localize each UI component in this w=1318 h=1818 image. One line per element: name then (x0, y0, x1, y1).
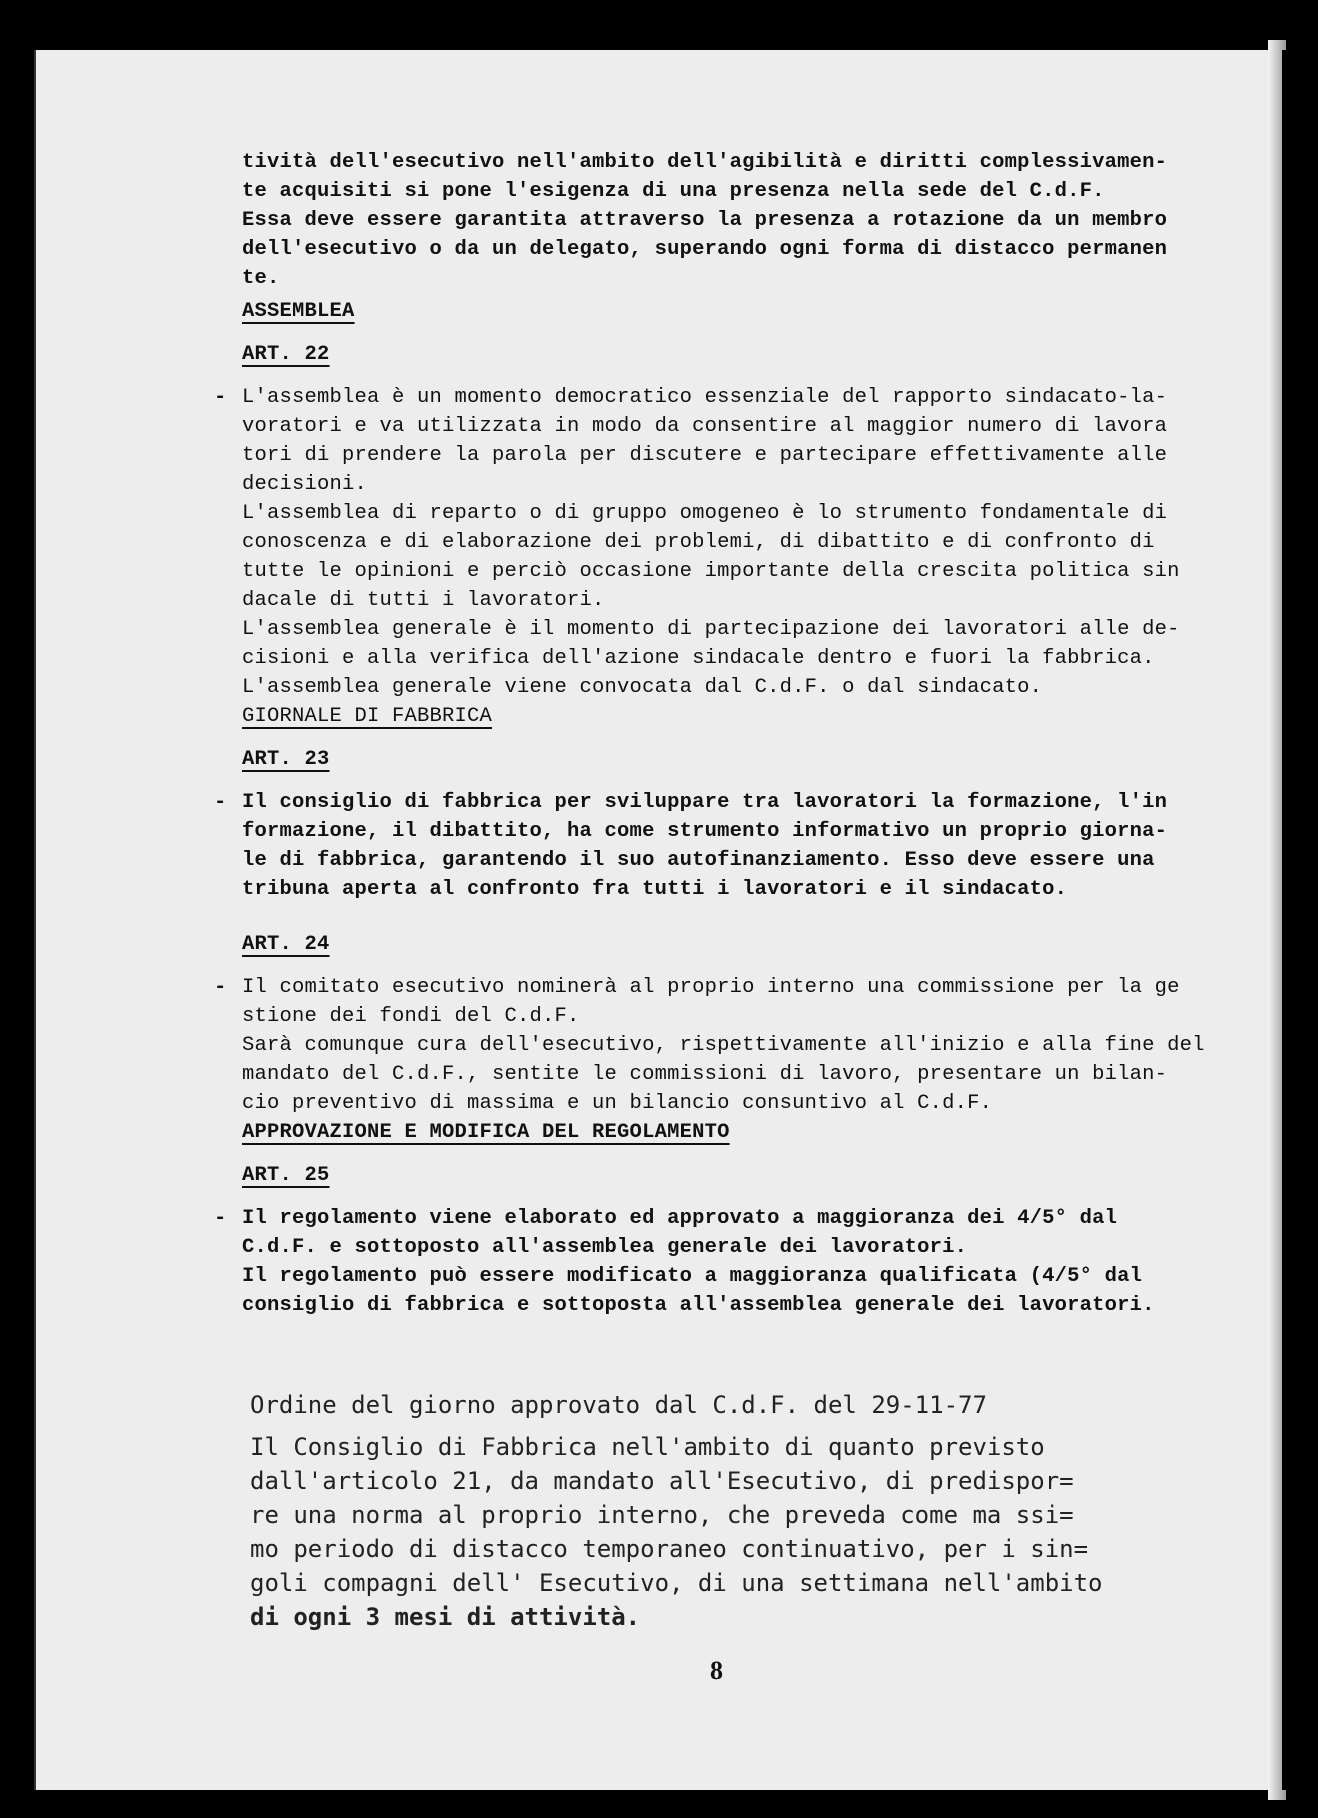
ordine-line: Il Consiglio di Fabbrica nell'ambito di quanto previsto (250, 1433, 1045, 1461)
intro-line: Essa deve essere garantita attraverso la presenza a rotazione da un membro (242, 209, 1168, 232)
article-line: L'assemblea è un momento democratico essenziale del rapporto sindacato-la- (242, 386, 1168, 409)
article-line: C.d.F. e sottoposto all'assemblea generale dei lavoratori. (242, 1236, 968, 1259)
ordine-line: dall'articolo 21, da mandato all'Esecutivo, di predispor= (250, 1467, 1074, 1495)
article-line: le di fabbrica, garantendo il suo autofinanziamento. Esso deve essere una (242, 849, 1155, 872)
article-line: tribuna aperta al confronto fra tutti i lavoratori e il sindacato. (242, 878, 1068, 901)
article-line: L'assemblea di reparto o di gruppo omogeneo è lo strumento fondamentale di (242, 502, 1168, 525)
article-line: tori di prendere la parola per discutere e partecipare effettivamente alle (242, 444, 1168, 467)
intro-line: tività dell'esecutivo nell'ambito dell'agibilità e diritti complessivamen- (242, 151, 1168, 174)
article-line: formazione, il dibattito, ha come strumento informativo un proprio giorna- (242, 820, 1168, 843)
article-line: mandato del C.d.F., sentite le commissioni di lavoro, presentare un bilan- (242, 1063, 1168, 1086)
article-line: Il regolamento viene elaborato ed approvato a maggioranza dei 4/5° dal (242, 1207, 1118, 1230)
article-line: conoscenza e di elaborazione dei problemi, di dibattito e di confronto di (242, 531, 1155, 554)
intro-line: te acquisiti si pone l'esigenza di una presenza nella sede del C.d.F. (242, 180, 1105, 203)
article-line: voratori e va utilizzata in modo da consentire al maggior numero di lavora (242, 415, 1168, 438)
article-line: Il comitato esecutivo nominerà al proprio interno una commissione per la ge (242, 976, 1180, 999)
article-line: stione dei fondi del C.d.F. (242, 1005, 580, 1028)
ordine-del-giorno (250, 1388, 1230, 1634)
bullet-dash: - (214, 386, 227, 409)
page-number: 8 (710, 1656, 723, 1685)
article-line: tutte le opinioni e perciò occasione importante della crescita politica sin (242, 560, 1180, 583)
article-line: dacale di tutti i lavoratori. (242, 589, 605, 612)
document-body (214, 148, 1222, 1320)
section-heading-giornale: GIORNALE DI FABBRICA (242, 705, 493, 728)
scan-border (1282, 50, 1318, 1790)
bullet-dash: - (214, 1207, 227, 1230)
article-line: Il consiglio di fabbrica per sviluppare tra lavoratori la formazione, l'in (242, 791, 1168, 814)
ordine-line: mo periodo di distacco temporaneo continuativo, per i sin= (250, 1535, 1089, 1563)
section-heading-text: ASSEMBLEA (242, 300, 355, 323)
intro-line: te. (242, 267, 280, 290)
article-line: L'assemblea generale viene convocata dal C.d.F. o dal sindacato. (242, 676, 1043, 699)
article-line: decisioni. (242, 473, 368, 496)
intro-paragraph (242, 148, 1222, 293)
article-25-body (214, 1204, 1222, 1320)
ordine-line: re una norma al proprio interno, che preveda come ma ssi= (250, 1501, 1074, 1529)
article-heading-24: ART. 24 (242, 933, 330, 956)
article-24-body (214, 973, 1222, 1118)
intro-line: dell'esecutivo o da un delegato, superando ogni forma di distacco permanen (242, 238, 1168, 261)
article-23-body (214, 788, 1222, 904)
article-line: Il regolamento può essere modificato a maggioranza qualificata (4/5° dal (242, 1265, 1143, 1288)
article-heading-25: ART. 25 (242, 1164, 330, 1187)
section-heading-approvazione: APPROVAZIONE E MODIFICA DEL REGOLAMENTO (242, 1121, 730, 1144)
bullet-dash: - (214, 976, 227, 999)
ordine-line: di ogni 3 mesi di attività. (250, 1603, 641, 1631)
bullet-dash: - (214, 791, 227, 814)
article-heading-23: ART. 23 (242, 748, 330, 771)
article-heading-22: ART. 22 (242, 343, 330, 366)
ordine-title: Ordine del giorno approvato dal C.d.F. del 29-11-77 (250, 1391, 987, 1419)
article-line: cio preventivo di massima e un bilancio consuntivo al C.d.F. (242, 1092, 993, 1115)
article-line: L'assemblea generale è il momento di partecipazione dei lavoratori alle de- (242, 618, 1180, 641)
article-22-body (214, 383, 1222, 702)
article-line: cisioni e alla verifica dell'azione sindacale dentro e fuori la fabbrica. (242, 647, 1155, 670)
article-line: consiglio di fabbrica e sottoposta all'assemblea generale dei lavoratori. (242, 1294, 1155, 1317)
article-line: Sarà comunque cura dell'esecutivo, rispettivamente all'inizio e alla fine del (242, 1034, 1205, 1057)
section-heading-assemblea (242, 297, 1222, 326)
ordine-line: goli compagni dell' Esecutivo, di una settimana nell'ambito (250, 1569, 1103, 1597)
